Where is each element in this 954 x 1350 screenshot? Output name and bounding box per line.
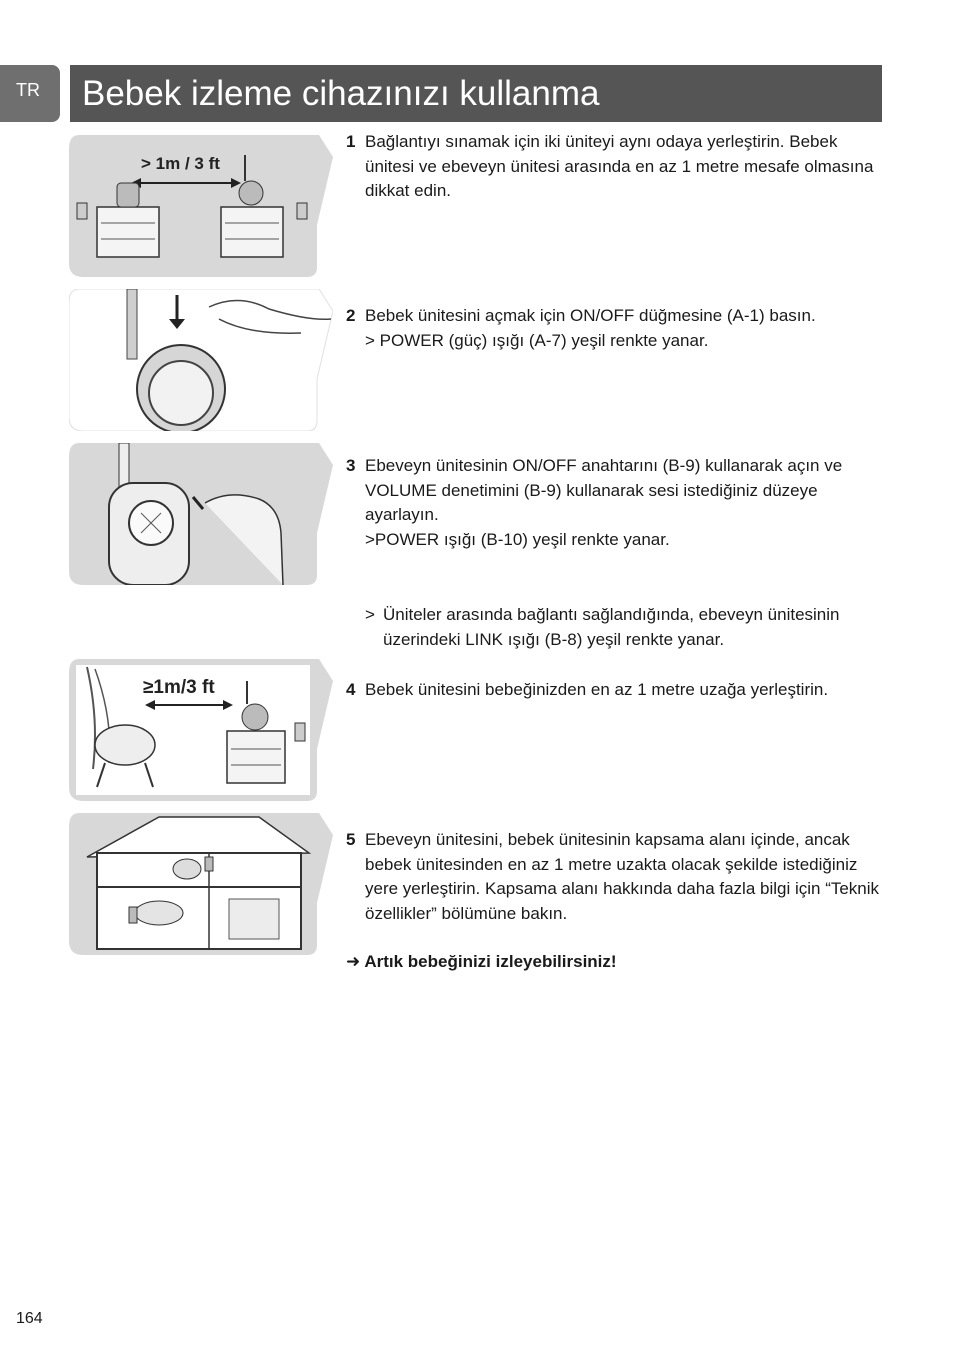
step-5 xyxy=(346,828,886,926)
step-number: 4 xyxy=(346,680,356,699)
link-note-text: Üniteler arasında bağlantı sağlandığında, ebeveyn ünitesinin üzerindeki LINK ışığı (B-8) yeşil renkte yanar. xyxy=(383,605,840,649)
step-text: Bağlantıyı sınamak için iki üniteyi aynı odaya yerleştirin. Bebek ünitesi ve ebeveyn ünitesi arasında en az 1 metre mesafe olmasına dikkat edin. xyxy=(365,132,874,200)
step-text: Ebeveyn ünitesini, bebek ünitesinin kapsama alanı içinde, ancak bebek ünitesinden en az 1 metre uzakta olacak şekilde istediğiniz yere yerleştirin. Kapsama alanı hakkında daha fazla bilgi için “Teknik özellikler” bölümüne bakın. xyxy=(365,830,880,923)
page-title-text: Bebek izleme cihazınızı kullanma xyxy=(82,73,600,113)
illustration-house-coverage xyxy=(69,813,333,955)
step-number: 1 xyxy=(346,132,356,151)
step-2 xyxy=(346,304,886,353)
step-3 xyxy=(346,454,886,552)
step-1 xyxy=(346,130,886,204)
step-number: 5 xyxy=(346,830,356,849)
step-text: Bebek ünitesini bebeğinizden en az 1 metre uzağa yerleştirin. xyxy=(365,680,829,699)
page-number: 164 xyxy=(16,1310,43,1327)
step-number: 3 xyxy=(346,456,356,475)
step-result: > POWER (güç) ışığı (A-7) yeşil renkte yanar. xyxy=(365,330,709,350)
illustration-press-on-off-button xyxy=(69,289,333,431)
step-number: 2 xyxy=(346,306,356,325)
illustration-cot-distance xyxy=(69,659,333,801)
illustration-parent-unit-volume xyxy=(69,443,333,585)
step-4 xyxy=(346,678,886,703)
step-text: Bebek ünitesini açmak için ON/OFF düğmesine (A-1) basın. xyxy=(365,306,816,325)
illustration-two-units-distance xyxy=(69,135,333,277)
step-text: Ebeveyn ünitesinin ON/OFF anahtarını (B-9) kullanarak açın ve VOLUME denetimini (B-9) kullanarak sesi istediğiniz düzeye ayarlayın. xyxy=(365,456,843,524)
link-note xyxy=(365,603,885,652)
step-result: >POWER ışığı (B-10) yeşil renkte yanar. xyxy=(365,529,670,549)
link-note-marker: > xyxy=(365,605,375,624)
distance-label-1: > 1m / 3 ft xyxy=(141,154,220,173)
distance-label-4: ≥1m/3 ft xyxy=(143,677,215,698)
final-note: ➜ Artık bebeğinizi izleyebilirsiniz! xyxy=(346,952,617,971)
language-tab xyxy=(0,65,60,122)
language-tab-label: TR xyxy=(16,80,40,100)
page-title xyxy=(70,65,882,122)
